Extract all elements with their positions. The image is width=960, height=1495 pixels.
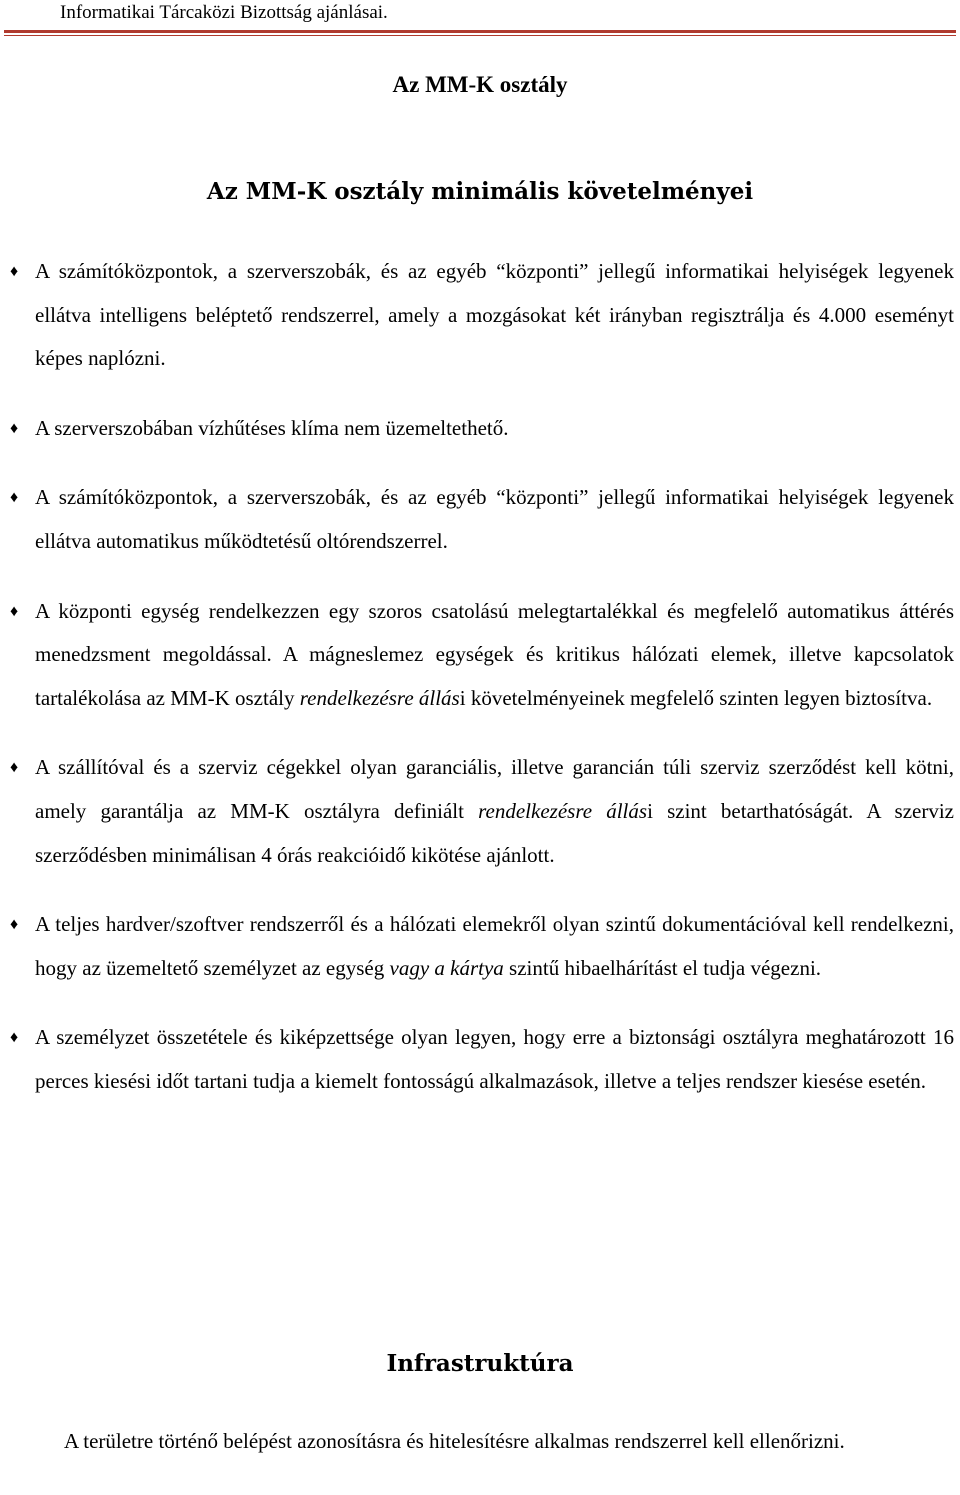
list-item-text: A számítóközpontok, a szerverszobák, és az egyéb “központi” jellegű informatikai helyiségek legyenek ellátva automatikus működtetésű oltórendszerrel.	[35, 485, 954, 553]
text-run: i követelményeinek megfelelő szinten legyen biztosítva.	[459, 685, 933, 710]
diamond-bullet-icon: ♦	[10, 916, 19, 934]
list-item-text	[35, 599, 954, 710]
list-item	[10, 476, 954, 563]
diamond-bullet-icon: ♦	[10, 1029, 19, 1047]
list-item	[10, 407, 954, 451]
running-header: Informatikai Tárcaközi Bizottság ajánlásai.	[60, 2, 388, 23]
header-rule-thin	[4, 35, 956, 36]
list-item-text	[35, 755, 954, 866]
diamond-bullet-icon: ♦	[10, 419, 19, 437]
text-run: A központi egység rendelkezzen egy szoros csatolású melegtartalékkal és megfelelő automatikus áttérés menedzsment megoldással. A mágneslemez egységek és kritikus hálózati elemek, illetve kapcsolatok tartalékolása az MM-K osztály	[35, 598, 954, 710]
diamond-bullet-icon: ♦	[10, 602, 19, 620]
diamond-bullet-icon: ♦	[10, 489, 19, 507]
list-item	[10, 250, 954, 381]
requirements-list	[10, 250, 954, 1104]
text-run: A szállítóval és a szerviz cégekkel olyan garanciális, illetve garancián túli szerviz szerződést kell kötni, amely garantálja az MM-K osztályra definiált	[35, 755, 954, 823]
page-title: Az MM-K osztály	[392, 72, 568, 97]
list-item-text: A szerverszobában vízhűtéses klíma nem üzemeltethető.	[35, 415, 509, 440]
italic-term: rendelkezésre állás	[478, 798, 648, 823]
diamond-bullet-icon: ♦	[10, 759, 19, 777]
section-heading: Infrastruktúra	[386, 1350, 574, 1377]
list-item	[10, 1016, 954, 1103]
body-paragraph: A területre történő belépést azonosításra és hitelesítésre alkalmas rendszerrel kell ellenőrizni.	[64, 1429, 845, 1453]
italic-term: vagy a kártya	[389, 955, 504, 980]
list-item	[10, 746, 954, 877]
italic-term: rendelkezésre állás	[299, 685, 460, 710]
text-run: A teljes hardver/szoftver rendszerről és a hálózati elemekről olyan szintű dokumentációval kell rendelkezni, hogy az üzemeltető személyzet az egység	[35, 912, 954, 980]
section-subtitle: Az MM-K osztály minimális követelményei	[206, 178, 754, 205]
list-item-text	[35, 912, 954, 980]
list-item-text: A számítóközpontok, a szerverszobák, és az egyéb “központi” jellegű informatikai helyiségek legyenek ellátva intelligens beléptető rendszerrel, amely a mozgásokat két irányban regisztrálja és 4.000 eseményt képes naplózni.	[35, 259, 954, 371]
list-item	[10, 903, 954, 990]
header-rule-thick	[4, 30, 956, 33]
text-run: szintű hibaelhárítást el tudja végezni.	[503, 955, 822, 980]
list-item	[10, 590, 954, 721]
text-run: i szint betarthatóságát. A szerviz szerződésben minimálisan 4 órás reakcióidő kikötése ajánlott.	[35, 798, 954, 867]
list-item-text: A személyzet összetétele és kiképzettsége olyan legyen, hogy erre a biztonsági osztályra meghatározott 16 perces kiesési időt tartani tudja a kiemelt fontosságú alkalmazások, illetve a teljes rendszer kiesése esetén.	[35, 1025, 954, 1093]
diamond-bullet-icon: ♦	[10, 263, 19, 280]
